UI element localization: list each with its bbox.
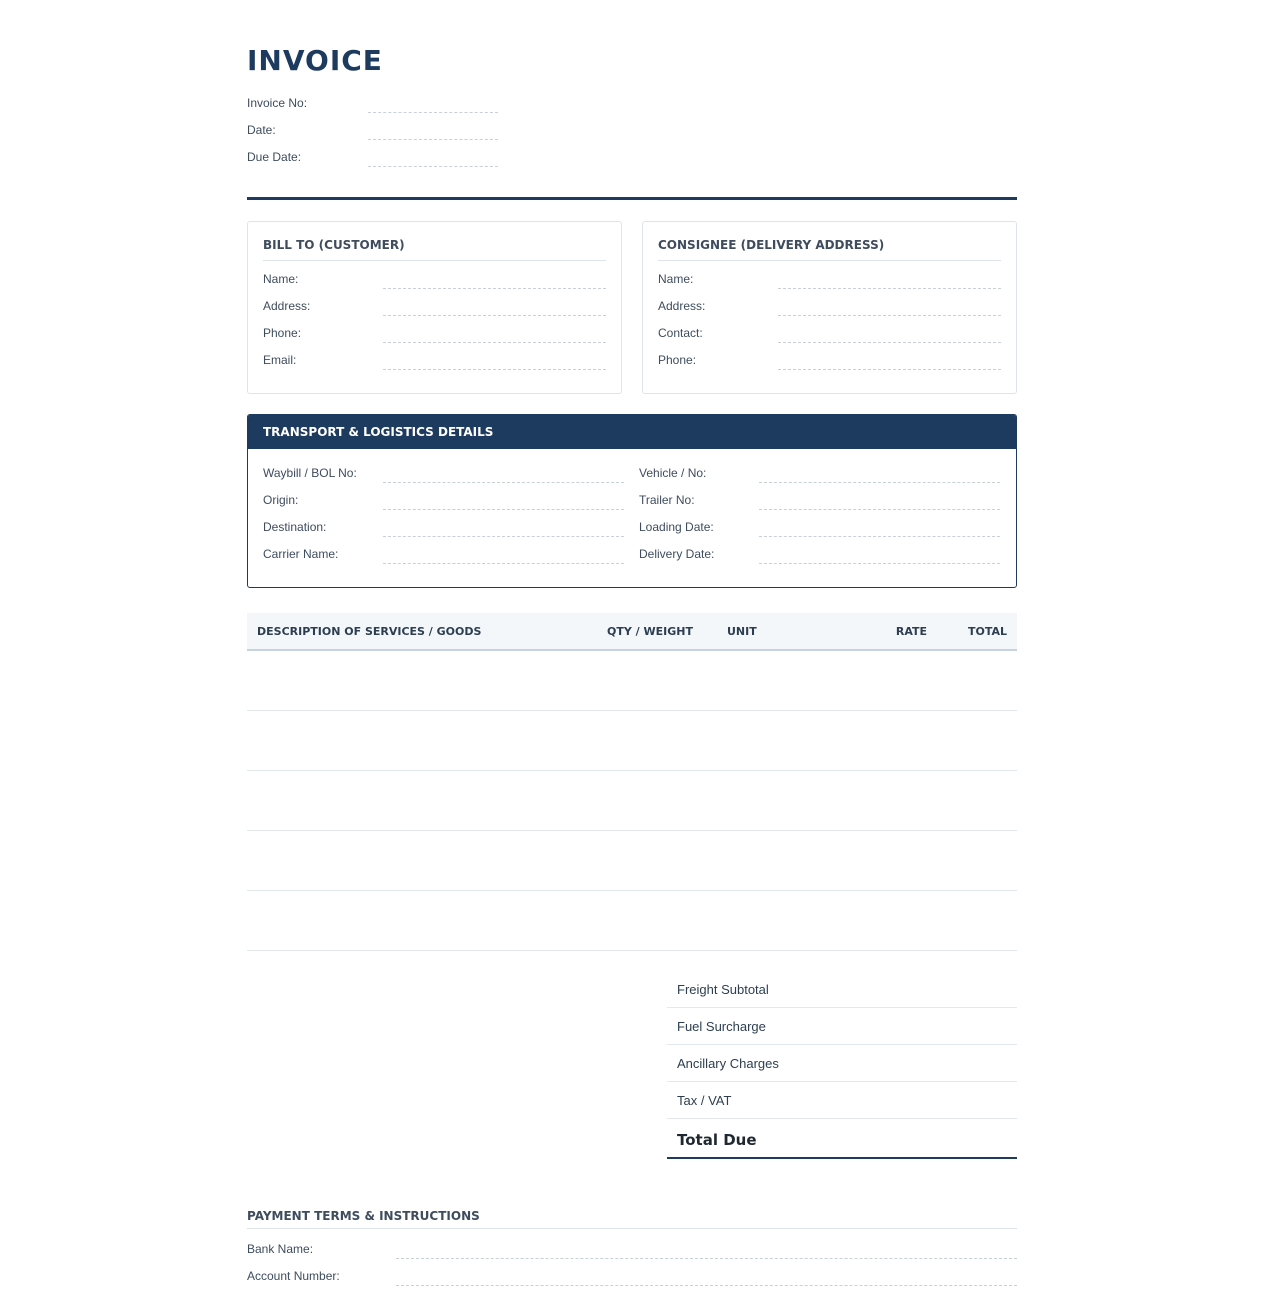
table-cell[interactable]	[937, 650, 1017, 711]
totals-summary	[667, 971, 1017, 1159]
origin-row	[263, 487, 624, 514]
destination-field[interactable]	[383, 536, 624, 537]
consignee-name-field[interactable]	[778, 288, 1001, 289]
consignee-address-row	[658, 293, 1001, 320]
consignee-address-field[interactable]	[778, 315, 1001, 316]
account-number-field[interactable]	[396, 1285, 1017, 1286]
consignee-phone-field[interactable]	[778, 369, 1001, 370]
table-cell[interactable]	[937, 711, 1017, 771]
bill-to-address-row	[263, 293, 606, 320]
vehicle-row	[639, 460, 1000, 487]
table-cell[interactable]	[837, 771, 937, 831]
waybill-field[interactable]	[383, 482, 624, 483]
bill-to-phone-label: Phone:	[263, 326, 302, 340]
bill-to-phone-field[interactable]	[383, 342, 606, 343]
tax-vat-label: Tax / VAT	[677, 1093, 732, 1108]
bill-to-address-label: Address:	[263, 299, 311, 313]
bill-to-name-label: Name:	[263, 272, 299, 286]
bill-to-address-field[interactable]	[383, 315, 606, 316]
due-date-field[interactable]	[368, 166, 498, 167]
freight-subtotal-row	[667, 971, 1017, 1008]
invoice-date-field[interactable]	[368, 139, 498, 140]
table-cell[interactable]	[837, 831, 937, 891]
bill-to-email-field[interactable]	[383, 369, 606, 370]
table-cell[interactable]	[837, 650, 937, 711]
bill-to-name-field[interactable]	[383, 288, 606, 289]
bill-to-email-label: Email:	[263, 353, 297, 367]
table-row	[247, 650, 1017, 711]
column-header-description: DESCRIPTION OF SERVICES / GOODS	[247, 613, 597, 650]
invoice-number-field[interactable]	[368, 112, 498, 113]
fuel-surcharge-label: Fuel Surcharge	[677, 1019, 766, 1034]
table-cell[interactable]	[717, 711, 837, 771]
destination-row	[263, 514, 624, 541]
loading-date-label: Loading Date:	[639, 520, 714, 534]
delivery-date-label: Delivery Date:	[639, 547, 715, 561]
table-cell[interactable]	[717, 650, 837, 711]
carrier-name-row	[263, 541, 624, 568]
bank-name-label: Bank Name:	[247, 1242, 314, 1256]
bank-name-row	[247, 1236, 1017, 1263]
carrier-name-label: Carrier Name:	[263, 547, 339, 561]
table-cell[interactable]	[837, 711, 937, 771]
payment-title: PAYMENT TERMS & INSTRUCTIONS	[247, 1205, 1017, 1229]
transport-left-column	[263, 460, 624, 568]
line-items-table	[247, 613, 1017, 951]
consignee-name-label: Name:	[658, 272, 694, 286]
payment-section	[247, 1205, 1017, 1290]
table-cell[interactable]	[717, 831, 837, 891]
invoice-date-label: Date:	[247, 123, 276, 137]
line-items-header	[247, 613, 1017, 650]
due-date-label: Due Date:	[247, 150, 302, 164]
trailer-label: Trailer No:	[639, 493, 695, 507]
table-cell[interactable]	[937, 891, 1017, 951]
invoice-meta	[247, 91, 507, 172]
waybill-label: Waybill / BOL No:	[263, 466, 357, 480]
table-cell[interactable]	[717, 891, 837, 951]
trailer-field[interactable]	[759, 509, 1000, 510]
freight-subtotal-label: Freight Subtotal	[677, 982, 769, 997]
table-cell[interactable]	[247, 831, 597, 891]
due-date-row	[247, 145, 507, 172]
bank-name-field[interactable]	[396, 1258, 1017, 1259]
waybill-row	[263, 460, 624, 487]
account-number-label: Account Number:	[247, 1269, 340, 1283]
fuel-surcharge-row	[667, 1008, 1017, 1045]
consignee-phone-row	[658, 347, 1001, 374]
table-row	[247, 771, 1017, 831]
origin-label: Origin:	[263, 493, 299, 507]
bill-to-email-row	[263, 347, 606, 374]
bill-to-phone-row	[263, 320, 606, 347]
ancillary-charges-row	[667, 1045, 1017, 1082]
invoice-number-label: Invoice No:	[247, 96, 308, 110]
table-cell[interactable]	[597, 831, 717, 891]
table-cell[interactable]	[717, 771, 837, 831]
table-cell[interactable]	[597, 650, 717, 711]
consignee-phone-label: Phone:	[658, 353, 697, 367]
column-header-unit: UNIT	[717, 613, 837, 650]
column-header-total: TOTAL	[937, 613, 1017, 650]
loading-date-row	[639, 514, 1000, 541]
table-cell[interactable]	[937, 771, 1017, 831]
invoice-date-row	[247, 118, 507, 145]
column-header-qty: QTY / WEIGHT	[597, 613, 717, 650]
loading-date-field[interactable]	[759, 536, 1000, 537]
table-cell[interactable]	[597, 711, 717, 771]
table-cell[interactable]	[247, 771, 597, 831]
table-cell[interactable]	[247, 650, 597, 711]
transport-details-panel	[247, 414, 1017, 588]
transport-right-column	[639, 460, 1000, 568]
ancillary-charges-label: Ancillary Charges	[677, 1056, 779, 1071]
tax-vat-row	[667, 1082, 1017, 1119]
header-divider	[247, 197, 1017, 200]
table-cell[interactable]	[937, 831, 1017, 891]
invoice-title: INVOICE	[247, 44, 383, 77]
table-cell[interactable]	[247, 891, 597, 951]
vehicle-field[interactable]	[759, 482, 1000, 483]
trailer-row	[639, 487, 1000, 514]
consignee-contact-field[interactable]	[778, 342, 1001, 343]
column-header-rate: RATE	[837, 613, 937, 650]
destination-label: Destination:	[263, 520, 327, 534]
table-row	[247, 891, 1017, 951]
consignee-contact-label: Contact:	[658, 326, 703, 340]
consignee-name-row	[658, 266, 1001, 293]
invoice-number-row	[247, 91, 507, 118]
table-row	[247, 831, 1017, 891]
delivery-date-field[interactable]	[759, 563, 1000, 564]
consignee-contact-row	[658, 320, 1001, 347]
table-cell[interactable]	[597, 771, 717, 831]
line-items	[247, 613, 1017, 951]
total-due-row	[667, 1119, 1017, 1159]
table-cell[interactable]	[597, 891, 717, 951]
bill-to-box	[247, 221, 622, 394]
consignee-box	[642, 221, 1017, 394]
carrier-name-field[interactable]	[383, 563, 624, 564]
table-cell[interactable]	[837, 891, 937, 951]
consignee-title: CONSIGNEE (DELIVERY ADDRESS)	[658, 238, 1001, 261]
table-row	[247, 711, 1017, 771]
total-due-label: Total Due	[677, 1131, 757, 1149]
bill-to-name-row	[263, 266, 606, 293]
origin-field[interactable]	[383, 509, 624, 510]
bill-to-title: BILL TO (CUSTOMER)	[263, 238, 606, 261]
table-cell[interactable]	[247, 711, 597, 771]
vehicle-label: Vehicle / No:	[639, 466, 707, 480]
delivery-date-row	[639, 541, 1000, 568]
transport-details-title: TRANSPORT & LOGISTICS DETAILS	[248, 415, 1016, 449]
consignee-address-label: Address:	[658, 299, 706, 313]
account-number-row	[247, 1263, 1017, 1290]
